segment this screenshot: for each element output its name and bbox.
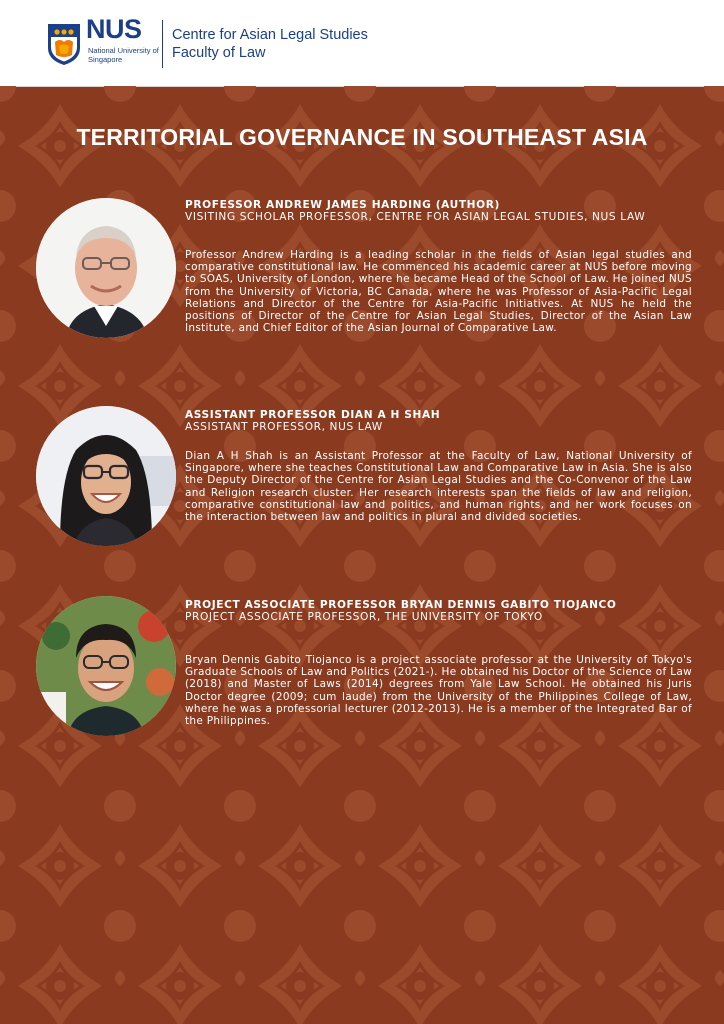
centre-name: Centre for Asian Legal Studies — [172, 27, 368, 43]
speaker-photo-harding — [36, 198, 176, 338]
header-divider — [162, 20, 163, 68]
speaker-name: ASSISTANT PROFESSOR DIAN A H SHAH — [185, 409, 441, 421]
nus-logo-text: NUS — [86, 14, 142, 44]
speaker-role: VISITING SCHOLAR PROFESSOR, CENTRE FOR ASIAN LEGAL STUDIES, NUS LAW — [185, 211, 646, 223]
page-title: TERRITORIAL GOVERNANCE IN SOUTHEAST ASIA — [76, 124, 648, 150]
speaker-photo-tiojanco — [36, 596, 176, 736]
speaker-name: PROJECT ASSOCIATE PROFESSOR BRYAN DENNIS GABITO TIOJANCO — [185, 599, 617, 611]
speaker-bio: Bryan Dennis Gabito Tiojanco is a project associate professor at the University of Tokyo's Graduate Schools of Law and Politics (2021-). He obtained his Doctor of the Science of Law (2018) and Master of Laws (2014) degrees from Yale Law School. He obtained his Juris Doctor degree (2009; cum laude) from the University of the Philippines College of Law, where he was a professorial lecturer (2012-2013). He is a member of the Integrated Bar of the Philippines. — [185, 654, 692, 728]
speaker-photo-shah — [36, 406, 176, 546]
faculty-name: Faculty of Law — [172, 45, 266, 61]
speaker-bio: Professor Andrew Harding is a leading scholar in the fields of Asian legal studies and comparative constitutional law. He commenced his academic career at NUS before moving to SOAS, University of London, where he became Head of the School of Law. He joined NUS from the University of Victoria, BC Canada, where he was Professor of Asia-Pacific Legal Relations and Director of the Centre for Asia-Pacific Initiatives. At NUS he held the positions of Director of the Centre for Asian Legal Studies, Director of the Asian Law Institute, and Chief Editor of the Asian Journal of Comparative Law. — [185, 249, 692, 335]
speaker-bio: Dian A H Shah is an Assistant Professor at the Faculty of Law, National University of Singapore, where she teaches Constitutional Law and Comparative Law in Asia. She is also the Deputy Director of the Centre for Asian Legal Studies and the Co-Convenor of the Law and Religion research cluster. Her research interests span the fields of law and religion, comparative constitutional law and politics, and human rights, and her work focuses on the interaction between law and politics in plural and divided societies. — [185, 450, 692, 524]
speaker-role: PROJECT ASSOCIATE PROFESSOR, THE UNIVERSITY OF TOKYO — [185, 611, 543, 623]
speaker-role: ASSISTANT PROFESSOR, NUS LAW — [185, 421, 383, 433]
speaker-name: PROFESSOR ANDREW JAMES HARDING (AUTHOR) — [185, 199, 500, 211]
nus-logo-subtitle: National University of Singapore — [88, 46, 159, 64]
page-header — [0, 0, 724, 87]
nus-crest-icon — [46, 22, 82, 66]
